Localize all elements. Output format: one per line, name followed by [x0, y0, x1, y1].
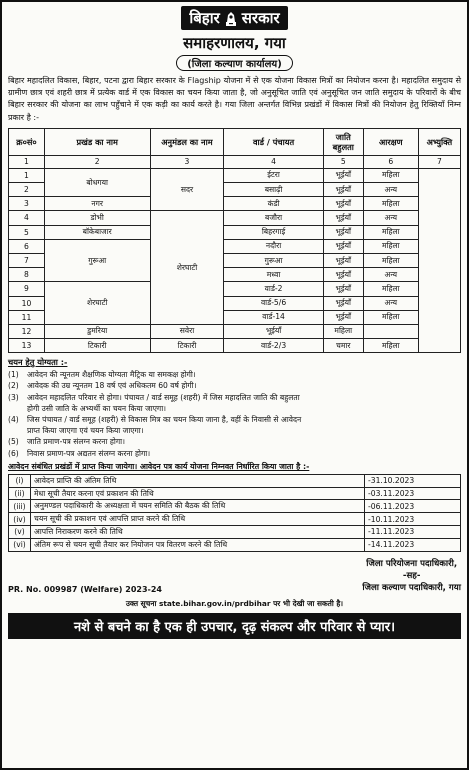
- cell-serial: 4: [9, 211, 45, 225]
- cell-serial: 3: [9, 197, 45, 211]
- cell-ward: गुरूआ: [224, 253, 323, 267]
- header-serial: क्र०सं०: [9, 128, 45, 155]
- col-num: 1: [9, 155, 45, 168]
- cell-reservation: महिला: [363, 282, 418, 296]
- cell-caste: भूईयाँ: [323, 296, 363, 310]
- cell-block: डुमरिया: [44, 324, 150, 338]
- government-title: [181, 6, 287, 30]
- cell-block: शेरघाटी: [44, 282, 150, 325]
- table-row: [9, 324, 461, 338]
- cell-remarks: [418, 168, 460, 352]
- cell-reservation: महिला: [363, 253, 418, 267]
- cell-caste: चमार: [323, 339, 363, 353]
- cell-serial: 6: [9, 239, 45, 253]
- sub-office-label: (जिला कल्याण कार्यालय): [176, 55, 293, 71]
- cell-ward: बसाढ़ी: [224, 183, 323, 197]
- cell-ward: बजौरा: [224, 211, 323, 225]
- table-header-row: [9, 128, 461, 155]
- cell-subdivision: सदर: [150, 168, 224, 211]
- cell-caste: भूईयाँ: [323, 197, 363, 211]
- cell-ward: वार्ड-2/3: [224, 339, 323, 353]
- cell-serial: 11: [9, 310, 45, 324]
- column-number-row: [9, 155, 461, 168]
- govt-title-left: बिहार: [189, 9, 220, 27]
- cell-reservation: महिला: [363, 310, 418, 324]
- source-notice: उक्त सूचना state.bihar.gov.in/prdbihar पर भी देखी जा सकती है।: [125, 598, 344, 608]
- table-row: (v) आपत्ति निराकरण करने की तिथि -11.11.2023: [9, 526, 461, 539]
- cell-caste: भूईयाँ: [323, 253, 363, 267]
- cell-serial: 9: [9, 282, 45, 296]
- list-item: (1) आवेदन की न्यूनतम शैक्षणिक योग्यता मैट्रिक या समकक्ष होगी।: [8, 370, 196, 380]
- cell-reservation: महिला: [363, 225, 418, 239]
- cell-reservation: अन्य: [363, 296, 418, 310]
- cell-ward: बिहरगाई: [224, 225, 323, 239]
- cell-caste: भूईयाँ: [323, 282, 363, 296]
- cell-caste: भूईयाँ: [323, 310, 363, 324]
- table-row: [9, 211, 461, 225]
- cell-reservation: महिला: [363, 197, 418, 211]
- cell-caste: भूईयाँ: [323, 168, 363, 182]
- footer-area: [8, 558, 461, 594]
- cell-subdivision: टिकारी: [150, 339, 224, 353]
- cell-ward: वार्ड-2: [224, 282, 323, 296]
- cell-reservation: महिला: [363, 239, 418, 253]
- cell-block: टिकारी: [44, 339, 150, 353]
- table-row: [9, 339, 461, 353]
- intro-paragraph: बिहार महादलित विकास, बिहार, पटना द्वारा बिहार सरकार के Flagship योजना में से एक योजना विकास मित्रों का नियोजन करना है। महादलित समुदाय से ग्रामीण छात्र एवं शहरी छात्र में प्रत्येक वार्ड में एक विकास का चयन किया जाता है, जो अनुसूचित जाति एवं अनुसूचित जन जाति समुदाय के परिवारों के बीच बिहार सरकार की योजना का लाभ पहुँचाने में एक कड़ी का कार्य करते है। गया जिला अन्तर्गत विभिन्न प्रखंडों में विकास मित्रों की नियोजन हेतु रिक्तियाँ निम्न प्रकार है :-: [8, 76, 461, 122]
- list-item: (2) आवेदक की उम्र न्यूनतम 18 वर्ष एवं अधिकतम 60 वर्ष होगी।: [8, 381, 197, 391]
- col-num: 3: [150, 155, 224, 168]
- cell-block: गुरूआ: [44, 239, 150, 282]
- cell-ward: वार्ड-14: [224, 310, 323, 324]
- cell-block: नगर: [44, 197, 150, 211]
- signatory-line: जिला कल्याण पदाधिकारी, गया: [362, 582, 461, 593]
- list-item: (3) आवेदन महादलित परिवार से होगा। पंचायत / वार्ड समूह (शहरी) में जिस महादलित जाति की बहुलता: [8, 392, 300, 402]
- cell-block: डोभी: [44, 211, 150, 225]
- list-item: होगी उसी जाति के अभ्यर्थी का चयन किया जाएगा।: [27, 403, 167, 413]
- header-remarks: अभ्युक्ति: [418, 128, 460, 155]
- cell-ward: सवेरा: [150, 324, 224, 338]
- signatory-block: [362, 558, 461, 594]
- cell-serial: 1: [9, 168, 45, 182]
- table-row: (ii) मेधा सूची तैयार करना एवं प्रकाशन की तिथि -03.11.2023: [9, 487, 461, 500]
- header-subdivision: अनुमंडल का नाम: [150, 128, 224, 155]
- cell-caste: भूईयाँ: [323, 183, 363, 197]
- cell-reservation: महिला: [323, 324, 363, 338]
- table-row: (iii) अनुमण्डल पदाधिकारी के अध्यक्षता में चयन समिति की बैठक की तिथि -06.11.2023: [9, 500, 461, 513]
- cell-ward: वार्ड-5/6: [224, 296, 323, 310]
- header-caste: जाति बहुलता: [323, 128, 363, 155]
- signatory-line: -सह-: [402, 570, 421, 581]
- cell-serial: 7: [9, 253, 45, 267]
- cell-block: बॉकेबाजार: [44, 225, 150, 239]
- cell-block: बोधगया: [44, 168, 150, 196]
- col-num: 4: [224, 155, 323, 168]
- cell-ward: नदौरा: [224, 239, 323, 253]
- schedule-table: [8, 474, 461, 552]
- table-row: (i) आवेदन प्राप्ति की अंतिम तिथि -31.10.2023: [9, 474, 461, 487]
- qualifications-title: चयन हेतु योग्यता :-: [8, 357, 68, 368]
- cell-reservation: महिला: [363, 339, 418, 353]
- cell-ward: कंडी: [224, 197, 323, 211]
- list-item: (6) निवास प्रमाण-पत्र अद्यतन संलग्न करना होगा।: [8, 448, 151, 458]
- qualifications-list: [8, 369, 461, 459]
- table-row: [9, 168, 461, 182]
- cell-caste: भूईयाँ: [323, 268, 363, 282]
- col-num: 2: [44, 155, 150, 168]
- signatory-line: जिला परियोजना पदाधिकारी,: [366, 558, 458, 569]
- office-title: समाहरणालय, गया: [183, 34, 286, 52]
- col-num: 6: [363, 155, 418, 168]
- table-row: [9, 282, 461, 296]
- table-row: (vi) अंतिम रूप से चयन सूची तैयार कर नियोजन पत्र वितरण करने की तिथि -14.11.2023: [9, 538, 461, 551]
- table-row: [9, 197, 461, 211]
- schedule-title: आवेदन संबंधित प्रखंडों में प्राप्त किया जायेगा। आवेदन पत्र कार्य योजना निम्नवत निर्धारित किया जाता है :-: [8, 461, 310, 471]
- header-reservation: आरक्षण: [363, 128, 418, 155]
- cell-ward: मध्वा: [224, 268, 323, 282]
- header-block: प्रखंड का नाम: [44, 128, 150, 155]
- slogan-banner: नशे से बचने का है एक ही उपचार, दृढ़ संकल्प और परिवार से प्यार।: [8, 613, 461, 639]
- cell-subdivision: शेरघाटी: [150, 211, 224, 325]
- cell-serial: 12: [9, 324, 45, 338]
- header-ward: वार्ड / पंचायत: [224, 128, 323, 155]
- sub-office-wrap: [8, 55, 461, 71]
- cell-serial: 2: [9, 183, 45, 197]
- cell-serial: 13: [9, 339, 45, 353]
- cell-caste: भूईयाँ: [224, 324, 323, 338]
- table-row: (iv) चयन सूची की प्रकाशन एवं आपत्ति प्राप्त करने की तिथि -10.11.2023: [9, 513, 461, 526]
- pr-number: PR. No. 009987 (Welfare) 2023-24: [8, 584, 162, 594]
- header-band: [8, 6, 461, 30]
- state-emblem-icon: [224, 9, 238, 27]
- cell-reservation: महिला: [363, 168, 418, 182]
- list-item: (5) जाति प्रमाण-पत्र संलग्न करना होगा।: [8, 437, 125, 447]
- cell-serial: 8: [9, 268, 45, 282]
- govt-title-right: सरकार: [241, 9, 280, 27]
- cell-serial: 10: [9, 296, 45, 310]
- cell-caste: भूईयाँ: [323, 225, 363, 239]
- table-row: [9, 239, 461, 253]
- col-num: 7: [418, 155, 460, 168]
- vacancy-table: [8, 128, 461, 353]
- col-num: 5: [323, 155, 363, 168]
- cell-caste: भूईयाँ: [323, 239, 363, 253]
- cell-reservation: अन्य: [363, 183, 418, 197]
- cell-serial: 5: [9, 225, 45, 239]
- table-row: [9, 225, 461, 239]
- list-item: (4) जिस पंचायत / वार्ड समूह (शहरी) से विकास मित्र का चयन किया जाना है, वहीं के निवासी से आवेदन: [8, 415, 302, 425]
- cell-reservation: अन्य: [363, 268, 418, 282]
- cell-caste: भूईयाँ: [323, 211, 363, 225]
- list-item: प्राप्त किया जाएगा एवं चयन किया जाएगा।: [27, 426, 144, 436]
- cell-reservation: अन्य: [363, 211, 418, 225]
- cell-ward: ईटरा: [224, 168, 323, 182]
